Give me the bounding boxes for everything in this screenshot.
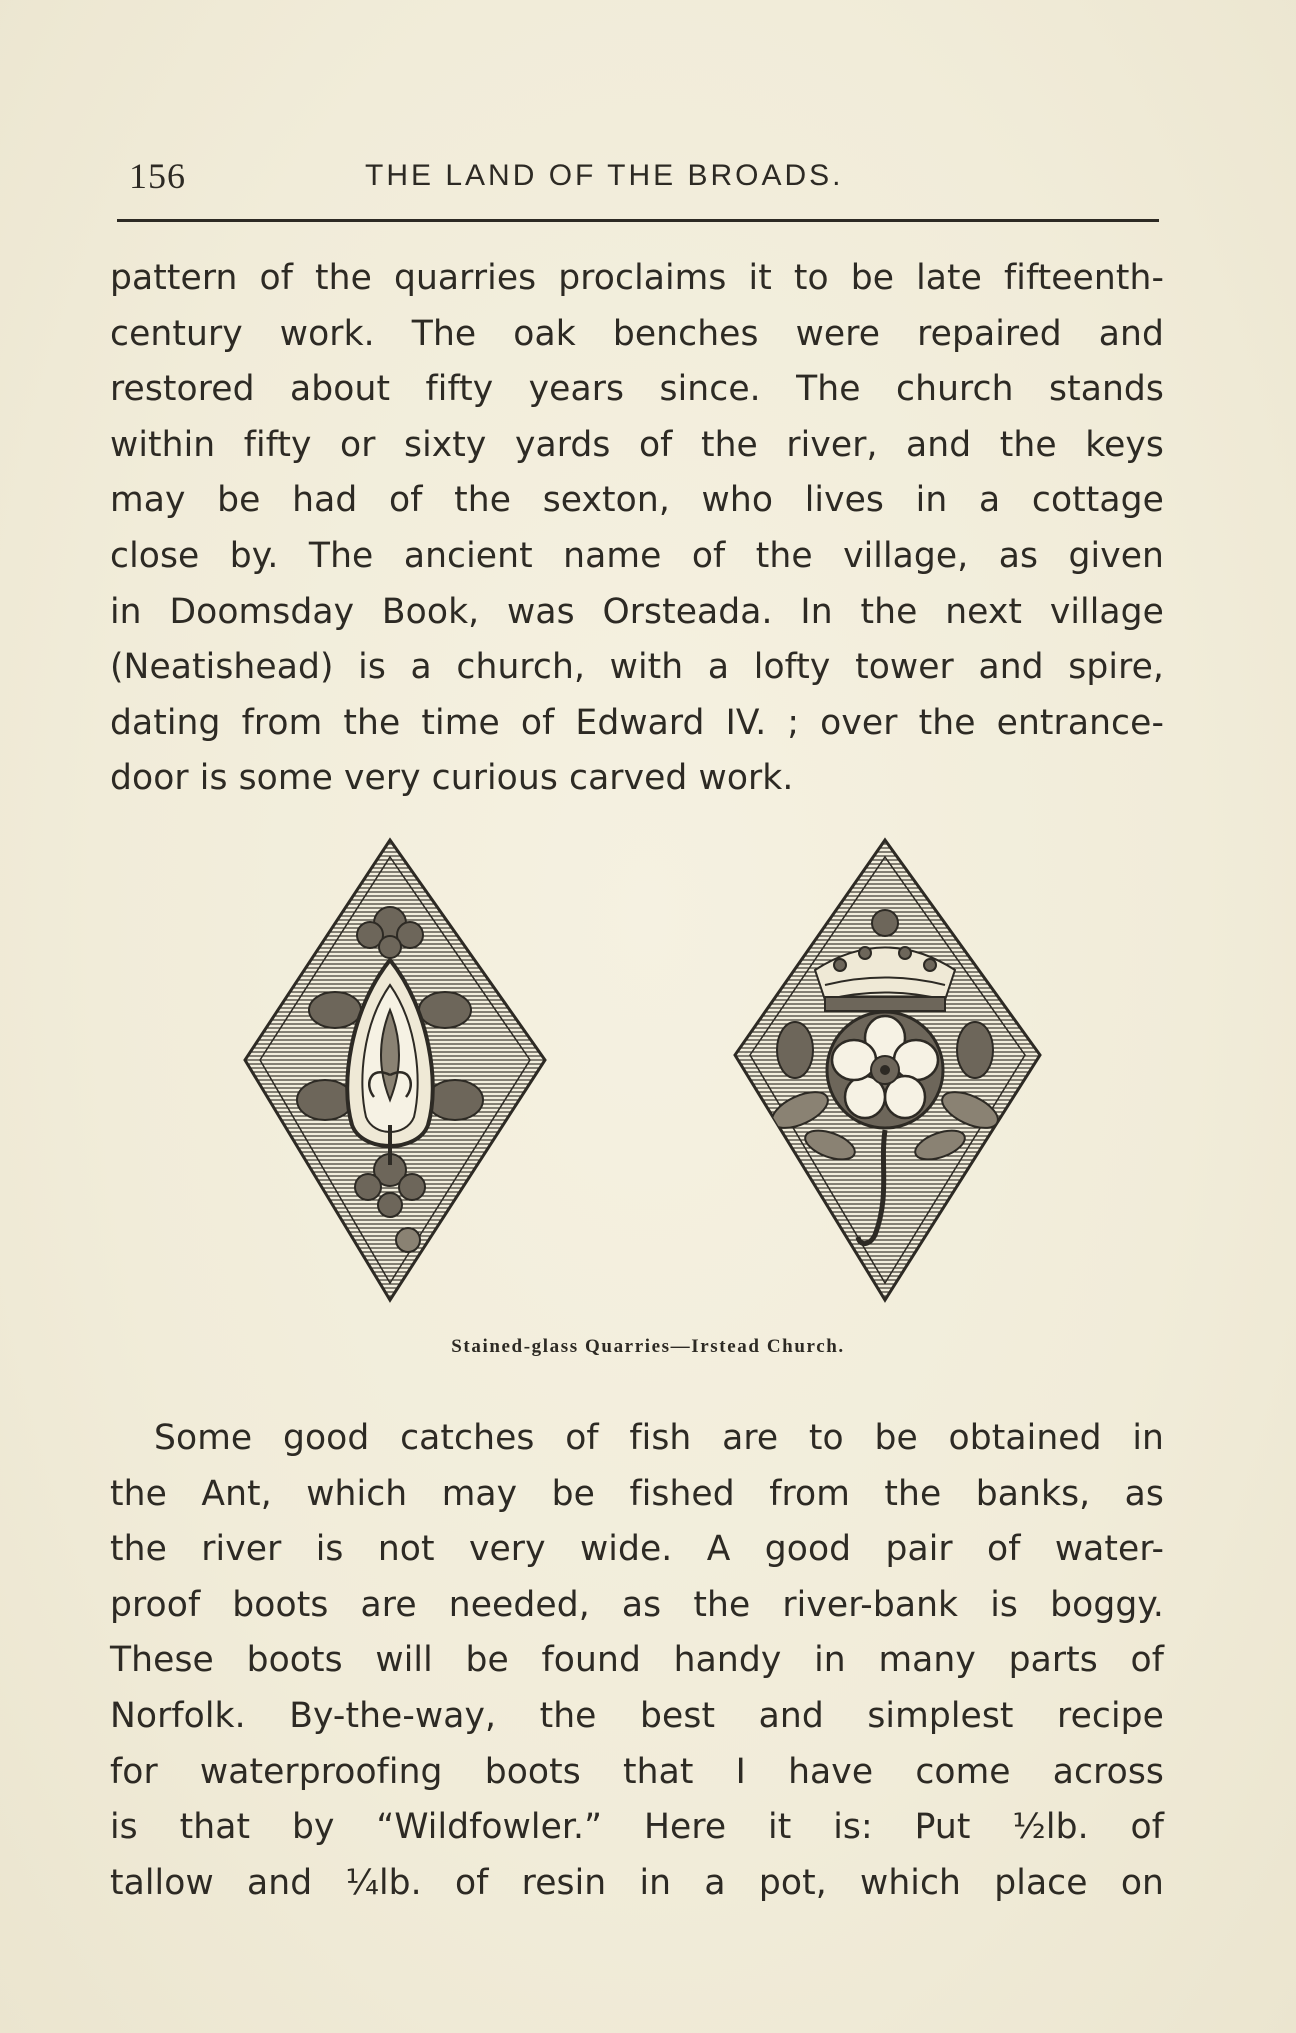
paragraph-2: [110, 1411, 1164, 1911]
text-line: These boots will be found handy in many parts of: [110, 1640, 1164, 1681]
text-line: the Ant, which may be fished from the banks, as: [110, 1473, 1164, 1514]
text-line: door is some very curious carved work.: [110, 758, 794, 799]
figure-stained-glass-quarries: [230, 835, 1070, 1305]
text-line: pattern of the quarries proclaims it to be late fifteenth-: [110, 258, 1164, 298]
text-line: close by. The ancient name of the village, as given: [110, 535, 1164, 576]
figure-caption: Stained-glass Quarries—Irstead Church.: [451, 1336, 845, 1357]
text-line: tallow and ¼lb. of resin in a pot, which place on: [110, 1862, 1164, 1903]
text-line: Norfolk. By-the-way, the best and simplest recipe: [110, 1695, 1164, 1736]
text-line: proof boots are needed, as the river-bank is boggy.: [110, 1584, 1164, 1625]
text-line: restored about fifty years since. The church stands: [110, 369, 1164, 410]
text-line: dating from the time of Edward IV. ; over the entrance-: [110, 702, 1164, 743]
paragraph-1: [110, 251, 1164, 807]
text-line: is that by “Wildfowler.” Here it is: Put ½lb. of: [110, 1807, 1164, 1848]
text-line: in Doomsday Book, was Orsteada. In the next village: [110, 591, 1164, 632]
page-number: 156: [129, 156, 186, 196]
stained-glass-quarry-fleur-icon: [240, 835, 560, 1305]
text-line: the river is not very wide. A good pair of water-: [110, 1529, 1164, 1570]
page-header: [115, 155, 1165, 195]
text-line: Some good catches of fish are to be obtained in: [154, 1418, 1164, 1458]
text-line: (Neatishead) is a church, with a lofty tower and spire,: [110, 647, 1164, 688]
running-title: THE LAND OF THE BROADS.: [365, 159, 844, 192]
text-line: within fifty or sixty yards of the river, and the keys: [110, 424, 1164, 465]
text-line: for waterproofing boots that I have come across: [110, 1751, 1164, 1792]
text-line: century work. The oak benches were repaired and: [110, 313, 1164, 354]
stained-glass-quarry-crowned-rose-icon: [730, 835, 1050, 1305]
text-line: may be had of the sexton, who lives in a cottage: [110, 480, 1164, 521]
header-rule: [117, 219, 1159, 222]
